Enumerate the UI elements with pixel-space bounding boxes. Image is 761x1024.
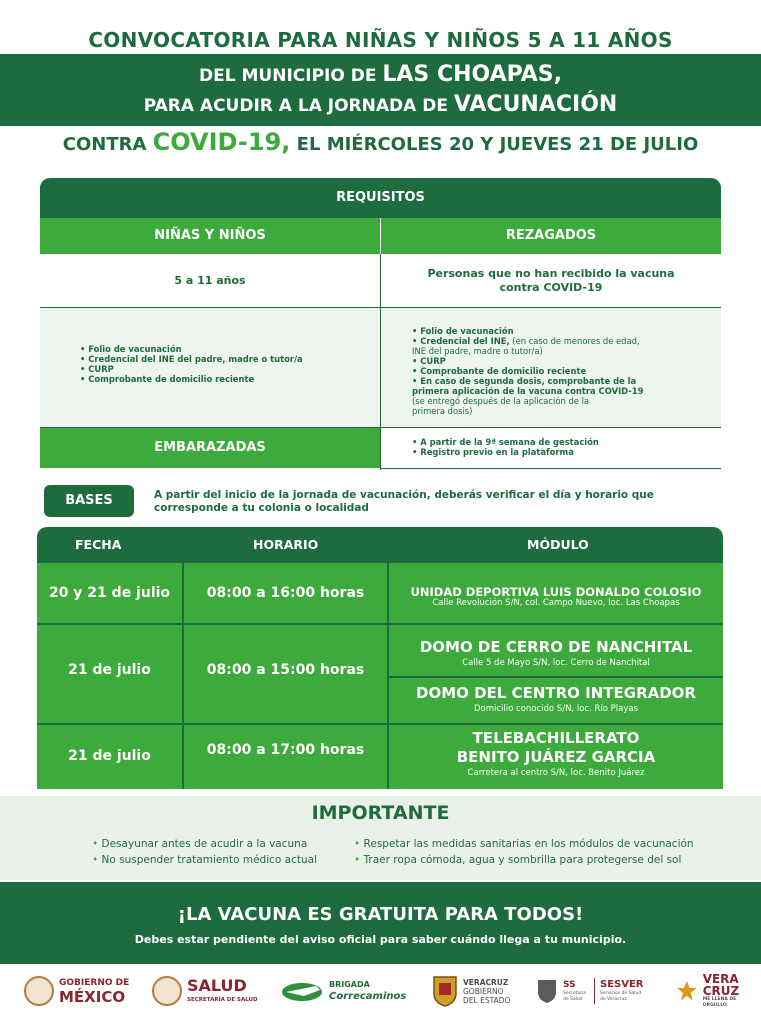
logo-text: SALUD SECRETARÍA DE SALUD — [187, 975, 258, 1003]
list-item: • Registro previo en la plataforma — [412, 447, 574, 457]
importante-title: IMPORTANTE — [311, 802, 450, 824]
list-item: • CURP — [412, 356, 446, 366]
list-item: • Folio de vacunación — [412, 326, 514, 336]
header-modulo: MÓDULO — [527, 537, 589, 552]
requisitos-title: REQUISITOS — [40, 178, 721, 218]
embarazadas-label: EMBARAZADAS — [40, 428, 380, 468]
row3-fecha: 21 de julio — [68, 748, 151, 764]
star-emblem-icon — [676, 980, 698, 1002]
list-item: • Traer ropa cómoda, agua y sombrilla para protegerse del sol — [354, 854, 682, 866]
covid-word: COVID-19, — [152, 128, 291, 156]
brigada-correcaminos-logo — [280, 968, 406, 1014]
header-fecha: FECHA — [75, 537, 122, 552]
rezagados-description: Personas que no han recibido la vacuna contra COVID-19 — [381, 254, 721, 308]
row2-direccion2: Domicilio conocido S/N, loc. Río Playas — [473, 704, 639, 714]
row1-fecha: 20 y 21 de julio — [48, 585, 171, 601]
list-item: • Comprobante de domicilio reciente — [80, 374, 255, 384]
row1-direccion: Calle Revolución S/N, col. Campo Nuevo, loc. Las Choapas — [432, 598, 680, 608]
divider — [594, 978, 595, 1004]
row2-modulo2: DOMO DEL CENTRO INTEGRADOR — [416, 684, 696, 702]
list-item: • CURP — [80, 364, 114, 374]
row2-horario: 08:00 a 15:00 horas — [206, 662, 365, 678]
column-divider — [380, 254, 381, 470]
requisitos-table — [40, 178, 721, 470]
eagle-seal-icon — [152, 976, 182, 1006]
logo-text: SS Secretaría de Salud — [563, 980, 586, 1002]
schedule-header — [37, 527, 723, 563]
list-item: • Desayunar antes de acudir a la vacuna — [92, 838, 308, 850]
row2-modulo: DOMO DE CERRO DE NANCHITAL — [419, 638, 693, 656]
col-header-ninos: NIÑAS Y NIÑOS — [40, 218, 380, 254]
list-item: primera aplicación de la vacuna contra COVID-19 — [412, 386, 644, 396]
bases-text: A partir del inicio de la jornada de vacunación, deberás verificar el día y horario que corresponde a tu colonia o localidad — [154, 489, 654, 514]
divider — [37, 723, 723, 725]
logo-text: BRIGADA Correcaminos — [329, 980, 407, 1002]
col-header-rezagados: REZAGADOS — [381, 218, 721, 254]
logo-strip — [0, 968, 761, 1018]
row3-modulo-b: BENITO JUÁREZ GARCIA — [456, 748, 656, 766]
header-line-jornada: PARA ACUDIR A LA JORNADA DE VACUNACIÓN — [143, 92, 618, 117]
footer-headline: ¡LA VACUNA ES GRATUITA PARA TODOS! — [177, 904, 584, 925]
schedule-table — [37, 527, 723, 789]
logo-text: SESVER Servicios de Salud de Veracruz — [600, 979, 644, 1002]
logo-text: VERACRUZ GOBIERNO DEL ESTADO — [463, 977, 511, 1005]
importante-section — [0, 796, 761, 880]
rezagados-requirements-list: • Folio de vacunación • Credencial del INE, (en caso de menores de edad, INE del padre, madre o tutor/a) • CURP • Comprobante de domicilio reciente • En caso de segunda dosis, comprobante de la primera aplicación de la vacuna contra COVID-19 (se entregó después de la aplicación de la primera dosis) — [412, 326, 644, 416]
age-range: 5 a 11 años — [40, 254, 380, 308]
footer-band — [0, 882, 761, 964]
header-horario: HORARIO — [253, 537, 319, 552]
gobierno-mexico-logo — [24, 968, 129, 1014]
headline-convocatoria: CONVOCATORIA PARA NIÑAS Y NIÑOS 5 A 11 AÑOS — [88, 28, 673, 52]
row3-horario: 08:00 a 17:00 horas — [206, 742, 365, 758]
shield-icon — [536, 978, 558, 1004]
coat-of-arms-icon — [432, 975, 458, 1007]
logo-text: VERA CRUZ ME LLENA DE ORGULLO — [702, 972, 740, 1008]
list-item: • Comprobante de domicilio reciente — [412, 366, 587, 376]
divider — [381, 468, 721, 469]
eagle-seal-icon — [24, 976, 54, 1006]
header-line-municipio: DEL MUNICIPIO DE LAS CHOAPAS, — [199, 62, 562, 87]
importante-left-list — [92, 836, 317, 868]
importante-right-list — [354, 836, 694, 868]
list-item: • Folio de vacunación — [80, 344, 182, 354]
veracruz-orgullo-logo — [676, 968, 761, 1014]
bases-tag: BASES — [44, 485, 134, 517]
header-line-fechas: CONTRA COVID-19, EL MIÉRCOLES 20 Y JUEVES 21 DE JULIO — [62, 128, 699, 156]
list-item: INE del padre, madre o tutor/a) — [412, 346, 543, 356]
veracruz-gobierno-logo — [432, 968, 510, 1014]
embarazadas-list — [412, 437, 599, 457]
list-item: • Credencial del INE, — [412, 336, 510, 346]
row3-modulo: TELEBACHILLERATO — [472, 729, 640, 747]
vacunacion-word: VACUNACIÓN — [453, 92, 618, 117]
municipio-name: LAS CHOAPAS, — [382, 62, 562, 87]
row3-direccion: Carretera al centro S/N, loc. Benito Juárez — [467, 768, 645, 778]
ninos-requirements-list — [80, 344, 303, 384]
row2-direccion: Calle 5 de Mayo S/N, loc. Cerro de Nanchital — [462, 658, 650, 668]
footer-subtext: Debes estar pendiente del aviso oficial para saber cuándo llega a tu municipio. — [134, 933, 627, 946]
list-item: • A partir de la 9ª semana de gestación — [412, 437, 599, 447]
list-item: • En caso de segunda dosis, comprobante de la — [412, 376, 637, 386]
schedule-body — [37, 563, 723, 789]
row1-modulo: UNIDAD DEPORTIVA LUIS DONALDO COLOSIO — [410, 585, 702, 599]
row2-fecha: 21 de julio — [68, 662, 151, 678]
roadrunner-icon — [280, 978, 324, 1004]
row1-horario: 08:00 a 16:00 horas — [206, 585, 365, 601]
header-band — [0, 54, 761, 126]
logo-text: GOBIERNO DE MÉXICO — [59, 978, 130, 1006]
ss-sesver-logo — [536, 968, 648, 1014]
list-item: primera dosis) — [412, 406, 473, 416]
list-item: (se entregó después de la aplicación de la — [412, 396, 590, 406]
list-item: • Respetar las medidas sanitarias en los módulos de vacunación — [354, 838, 694, 850]
list-item: • No suspender tratamiento médico actual — [92, 854, 317, 866]
divider — [387, 676, 723, 678]
divider — [37, 623, 723, 625]
list-item: • Credencial del INE del padre, madre o tutor/a — [80, 354, 303, 364]
salud-logo — [152, 968, 258, 1014]
